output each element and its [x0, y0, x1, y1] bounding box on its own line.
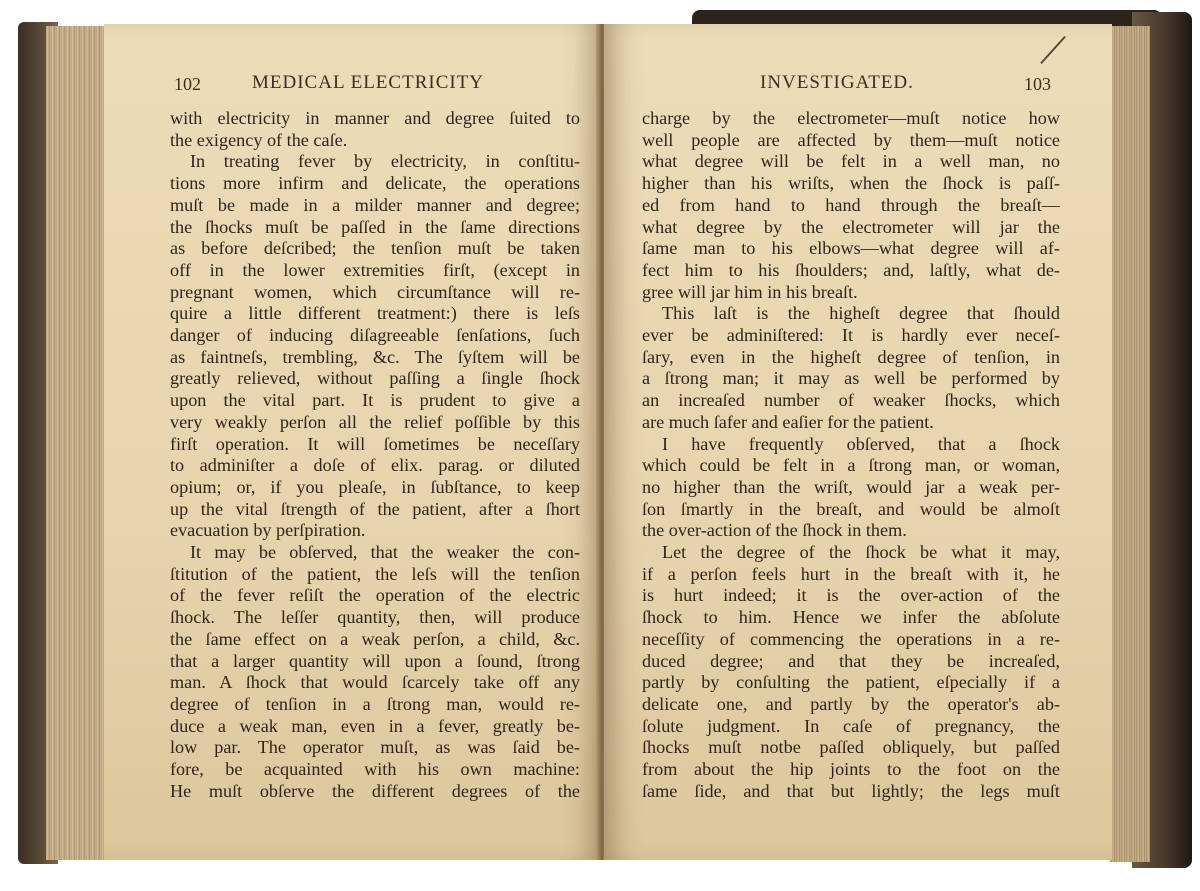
text-line: Let the degree of the ſhock be what it may, [662, 542, 1060, 563]
text-line: the exigency of the caſe. [170, 129, 348, 150]
text-line: low par. The operator muſt, as was ſaid be- [170, 737, 580, 758]
text-line: well people are affected by them—muſt notice [642, 129, 1060, 150]
text-line: what degree by the electrometer will jar the [642, 216, 1060, 237]
text-line: a ſtrong man; it may as well be performed by [642, 368, 1060, 389]
text-line: danger of inducing diſagreeable ſenſations, ſuch [170, 325, 580, 346]
text-line: ſon ſmartly in the breaſt, and would be almoſt [642, 498, 1060, 519]
text-line: gree will jar him in his breaſt. [642, 281, 858, 302]
text-line: an increaſed number of weaker ſhocks, which [642, 390, 1060, 411]
text-line: which could be felt in a ſtrong man, or woman, [642, 455, 1060, 476]
text-line: delicate one, and partly by the operator's ab- [642, 693, 1060, 714]
text-line: neceſſity of commencing the operations in a re- [642, 628, 1060, 649]
text-line: no higher than the wriſt, would jar a weak per- [642, 476, 1060, 497]
text-line: It may be obſerved, that the weaker the con- [190, 542, 580, 563]
text-line: ſtitution of the patient, the leſs will the tenſion [170, 563, 580, 584]
text-line: that a larger quantity will upon a ſound, ſtrong [170, 650, 580, 671]
text-line: duce a weak man, even in a fever, greatly be- [170, 715, 580, 736]
text-line: the over-action of the ſhock in them. [642, 520, 907, 541]
text-line: charge by the electrometer—muſt notice how [642, 108, 1060, 128]
text-line: is hurt indeed; it is the over-action of the [642, 585, 1060, 606]
text-line: This laſt is the higheſt degree that ſhould [662, 303, 1060, 324]
text-line: pregnant women, which circumſtance will re- [170, 281, 580, 302]
text-line: as before deſcribed; the tenſion muſt be taken [170, 238, 580, 259]
text-line: quire a little different treatment:) there is leſs [170, 303, 580, 324]
text-line: ſary, even in the higheſt degree of tenſion, in [642, 346, 1060, 367]
text-line: ſhocks muſt notbe paſſed obliquely, but paſſed [642, 737, 1060, 758]
text-line: as faintneſs, trembling, &c. The ſyſtem will be [170, 346, 580, 367]
text-line: the ſhocks muſt be paſſed in the ſame directions [170, 216, 580, 237]
text-line: partly by conſulting the patient, eſpecially if a [642, 672, 1060, 693]
text-line: very weakly perſon all the relief poſſible by this [170, 411, 580, 432]
text-line: up the vital ſtrength of the patient, after a ſhort [170, 498, 580, 519]
text-line: ſhock to him. Hence we infer the abſolute [642, 607, 1060, 628]
text-line: firſt operation. It will ſometimes be neceſſary [170, 433, 580, 454]
text-line: degree of tenſion in a ſtrong man, would re- [170, 693, 580, 714]
text-line: ſame ſide, and that but lightly; the legs muſt [642, 780, 1060, 801]
text-line: ſhock. The leſſer quantity, then, will produce [170, 607, 580, 628]
text-line: In treating fever by electricity, in conſtitu- [190, 151, 580, 172]
text-line: fect him to his ſhoulders; and, laſtly, what de- [642, 259, 1060, 280]
right-page-text [642, 108, 1060, 803]
text-line: are much ſafer and eaſier for the patient. [642, 411, 934, 432]
text-line: ſolute judgment. In caſe of pregnancy, the [642, 715, 1060, 736]
right-page-number: 103 [1024, 74, 1051, 94]
text-line: off in the lower extremities firſt, (except in [170, 259, 580, 280]
text-line: with electricity in manner and degree ſuited to [170, 108, 580, 128]
left-page-number: 102 [174, 74, 201, 94]
text-line: greatly relieved, without paſſing a ſingle ſhock [170, 368, 580, 389]
text-line: ed from hand to hand through the breaſt— [642, 194, 1060, 215]
text-line: evacuation by perſpiration. [170, 520, 366, 541]
text-line: tions more infirm and delicate, the operations [170, 173, 580, 194]
left-page [104, 24, 600, 860]
left-running-header: MEDICAL ELECTRICITY [252, 72, 485, 93]
left-page-edges [46, 26, 106, 860]
right-page-edges [1110, 26, 1150, 862]
text-line: if a perſon feels hurt in the breaſt with it, he [642, 563, 1060, 584]
text-line: the ſame effect on a weak perſon, a child, &c. [170, 628, 580, 649]
right-page [604, 24, 1112, 860]
right-running-header: INVESTIGATED. [760, 72, 914, 93]
text-line: of the fever reſiſt the operation of the electric [170, 585, 580, 606]
text-line: He muſt obſerve the different degrees of the [170, 780, 580, 801]
text-line: ſame man to his elbows—what degree will af- [642, 238, 1060, 259]
text-line: opium; or, if you pleaſe, in ſubſtance, to keep [170, 476, 580, 497]
text-line: what degree will be felt in a well man, no [642, 151, 1060, 172]
text-line: ever be adminiſtered: It is hardly ever neceſ- [642, 325, 1060, 346]
text-line: to adminiſter a doſe of elix. parag. or diluted [170, 455, 580, 476]
left-page-text [170, 108, 580, 803]
text-line: higher than his wriſts, when the ſhock is paſſ- [642, 173, 1060, 194]
text-line: fore, be acquainted with his own machine: [170, 759, 580, 780]
text-line: duced degree; and that they be increaſed, [642, 650, 1060, 671]
text-line: muſt be made in a milder manner and degree; [170, 194, 580, 215]
text-line: upon the vital part. It is prudent to give a [170, 390, 580, 411]
open-book [12, 10, 1192, 870]
text-line: from about the hip joints to the foot on the [642, 759, 1060, 780]
text-line: I have frequently obſerved, that a ſhock [662, 433, 1060, 454]
text-line: man. A ſhock that would ſcarcely take off any [170, 672, 580, 693]
